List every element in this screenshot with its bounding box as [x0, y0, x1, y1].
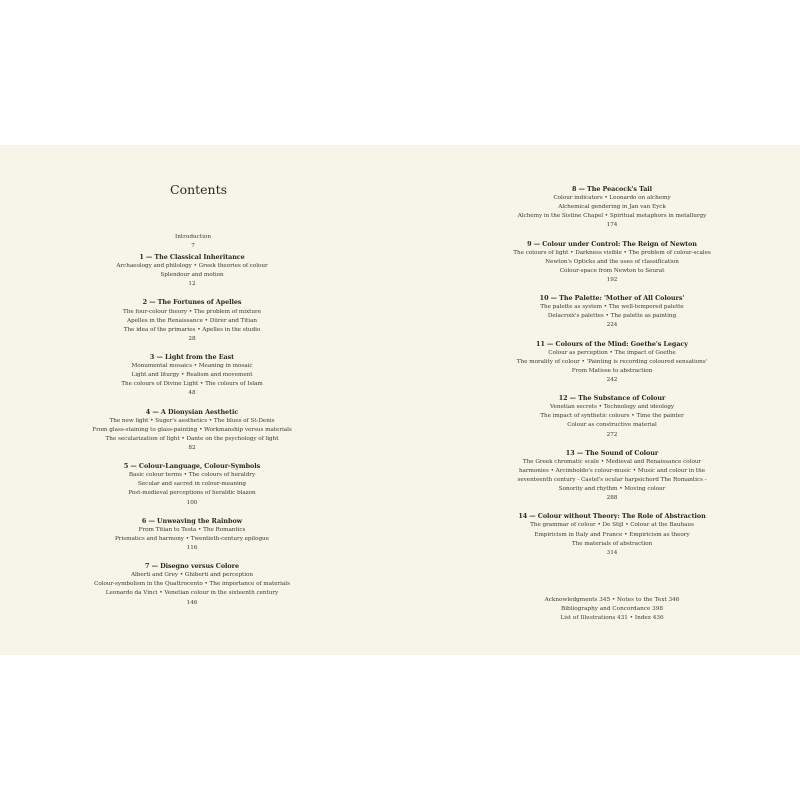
chapter-title: 11 — Colours of the Mind: Goethe's Legacy — [536, 339, 688, 348]
chapter-subtopics: The idea of the primaries • Apelles in the studio — [123, 326, 261, 333]
chapter-subtopics: Alberti and Grey • Ghiberti and perception — [130, 572, 254, 579]
chapter-subtopics: Newton's Opticks and the uses of classification — [545, 258, 679, 265]
chapter-subtopics: Alchemy in the Sistine Chapel • Spiritual metaphors in metallurgy — [517, 213, 707, 220]
chapter-subtopics: The materials of abstraction — [571, 540, 653, 547]
chapter-subtopics: The palette as system • The well-tempered palette — [540, 304, 684, 311]
chapter-page-number: 288 — [606, 495, 618, 502]
toc-chapter-entry — [488, 512, 736, 557]
chapter-subtopics: Leonardo da Vinci • Venetian colour in the sixteenth century — [105, 590, 279, 597]
chapter-subtopics: The morality of colour • 'Painting is recording coloured sensations' — [516, 358, 708, 365]
page-title: Contents — [170, 182, 228, 197]
chapter-page-number: 314 — [606, 549, 618, 556]
introduction-page: 7 — [191, 243, 195, 250]
chapter-title: 4 — A Dionysian Aesthetic — [145, 407, 239, 416]
chapter-title: 7 — Disegno versus Colore — [145, 562, 239, 571]
chapter-subtopics: Secular and sacred in colour-meaning — [138, 481, 246, 488]
chapter-subtopics: The four-colour theory • The problem of mixture — [122, 308, 262, 315]
chapter-subtopics: Venetian secrets • Technology and ideology — [550, 404, 674, 411]
chapter-title: 1 — The Classical Inheritance — [139, 253, 245, 261]
chapter-subtopics: The impact of synthetic colours • Time the painter — [540, 413, 684, 420]
chapter-subtopics: Prismatics and harmony • Twentieth-century epilogue — [115, 535, 269, 542]
chapter-subtopics: Splendour and motion — [160, 272, 224, 279]
chapter-subtopics: harmonies • Arcimboldo's colour-music • Music and colour in the — [518, 467, 706, 474]
chapter-subtopics: Archaeology and philology • Greek theories of colour — [116, 263, 268, 270]
chapter-page-number: 192 — [606, 276, 618, 283]
chapter-subtopics: The new light • Suger's aesthetics • The blues of St-Denis — [109, 417, 275, 424]
toc-left-column — [82, 253, 302, 617]
toc-chapter-entry — [82, 253, 302, 289]
chapter-subtopics: Colour as constructive material — [567, 422, 657, 429]
toc-chapter-entry — [488, 340, 736, 385]
chapter-subtopics: Sonority and rhythm • Moving colour — [558, 486, 666, 493]
chapter-title: 12 — The Substance of Colour — [558, 394, 666, 403]
chapter-subtopics: From glass-staining to glass-painting • Workmanship versus materials — [92, 426, 292, 433]
chapter-subtopics: seventeenth century - Castel's ocular harpsichord The Romantics - — [517, 477, 707, 483]
chapter-title: 3 — Light from the East — [149, 353, 235, 362]
chapter-subtopics: The Greek chromatic scale • Medieval and Renaissance colour — [522, 458, 702, 465]
chapter-title: 2 — The Fortunes of Apelles — [142, 298, 242, 307]
backmatter-list — [488, 596, 736, 623]
chapter-subtopics: Apelles in the Renaissance • Dürer and Titian — [126, 317, 258, 324]
introduction-entry — [153, 233, 233, 251]
chapter-subtopics: Delacroix's palettes • The palette as painting — [547, 313, 677, 320]
chapter-page-number: 116 — [186, 545, 198, 551]
chapter-subtopics: Basic colour terms • The colours of heraldry — [128, 472, 256, 479]
chapter-title: 5 — Colour-Language, Colour-Symbols — [123, 462, 261, 471]
chapter-page-number: 224 — [606, 322, 618, 329]
chapter-subtopics: Colour-space from Newton to Seurat — [559, 267, 665, 274]
chapter-page-number: 272 — [606, 431, 618, 438]
chapter-page-number: 48 — [188, 390, 196, 397]
chapter-title: 14 — Colour without Theory: The Role of Abstraction — [518, 512, 706, 521]
toc-right-column — [488, 185, 736, 567]
chapter-subtopics: The colours of light • Darkness visible • The problem of colour-scales — [513, 249, 711, 256]
chapter-page-number: 12 — [188, 281, 196, 288]
chapter-subtopics: Colour indicators • Leonardo on alchemy — [553, 195, 671, 202]
introduction-label: Introduction — [174, 234, 212, 240]
toc-chapter-entry — [488, 185, 736, 230]
chapter-page-number: 28 — [188, 335, 196, 342]
chapter-subtopics: Light and liturgy • Realism and movement — [131, 372, 253, 379]
toc-chapter-entry — [488, 394, 736, 439]
toc-chapter-entry — [82, 562, 302, 607]
chapter-page-number: 242 — [606, 376, 618, 383]
chapter-page-number: 100 — [186, 499, 198, 506]
chapter-subtopics: Colour as perception • The impact of Goethe — [548, 349, 676, 356]
chapter-subtopics: From Titian to Testa • The Romantics — [138, 526, 246, 533]
toc-chapter-entry — [82, 462, 302, 507]
toc-chapter-entry — [82, 298, 302, 343]
chapter-subtopics: Colour-symbolism in the Quattrocento • The importance of materials — [94, 581, 290, 588]
toc-chapter-entry — [488, 449, 736, 504]
chapter-subtopics: Post-medieval perceptions of heraldic blazon — [128, 490, 256, 497]
chapter-subtopics: Monumental mosaics • Meaning in mosaic — [131, 363, 253, 370]
toc-chapter-entry — [82, 408, 302, 453]
chapter-title: 6 — Unweaving the Rainbow — [141, 516, 243, 525]
chapter-subtopics: The secularization of light • Dante on the psychology of light — [105, 435, 279, 442]
chapter-page-number: 174 — [606, 222, 618, 229]
chapter-page-number: 146 — [186, 599, 198, 606]
toc-chapter-entry — [488, 240, 736, 285]
chapter-subtopics: The colours of Divine Light • The colours of Islam — [121, 381, 263, 388]
backmatter-line: Acknowledgments 345 • Notes to the Text 346 — [544, 597, 680, 603]
chapter-title: 8 — The Peacock's Tail — [571, 185, 653, 193]
chapter-title: 10 — The Palette: 'Mother of All Colours' — [539, 294, 685, 303]
chapter-title: 9 — Colour under Control: The Reign of Newton — [527, 239, 697, 248]
chapter-subtopics: Alchemical gendering in Jan van Eyck — [558, 204, 666, 211]
toc-chapter-entry — [82, 353, 302, 398]
backmatter-line: Bibliography and Concordance 398 — [561, 606, 663, 613]
chapter-subtopics: The grammar of colour • De Stijl • Colour at the Bauhaus — [530, 522, 694, 529]
chapter-title: 13 — The Sound of Colour — [565, 448, 659, 457]
toc-chapter-entry — [488, 294, 736, 330]
chapter-subtopics: Empiricism in Italy and France • Empiricism as theory — [534, 531, 690, 538]
backmatter-line: List of Illustrations 431 • Index 436 — [560, 615, 664, 622]
toc-chapter-entry — [82, 517, 302, 553]
chapter-page-number: 82 — [188, 444, 196, 451]
chapter-subtopics: From Matisse to abstraction — [571, 367, 653, 374]
